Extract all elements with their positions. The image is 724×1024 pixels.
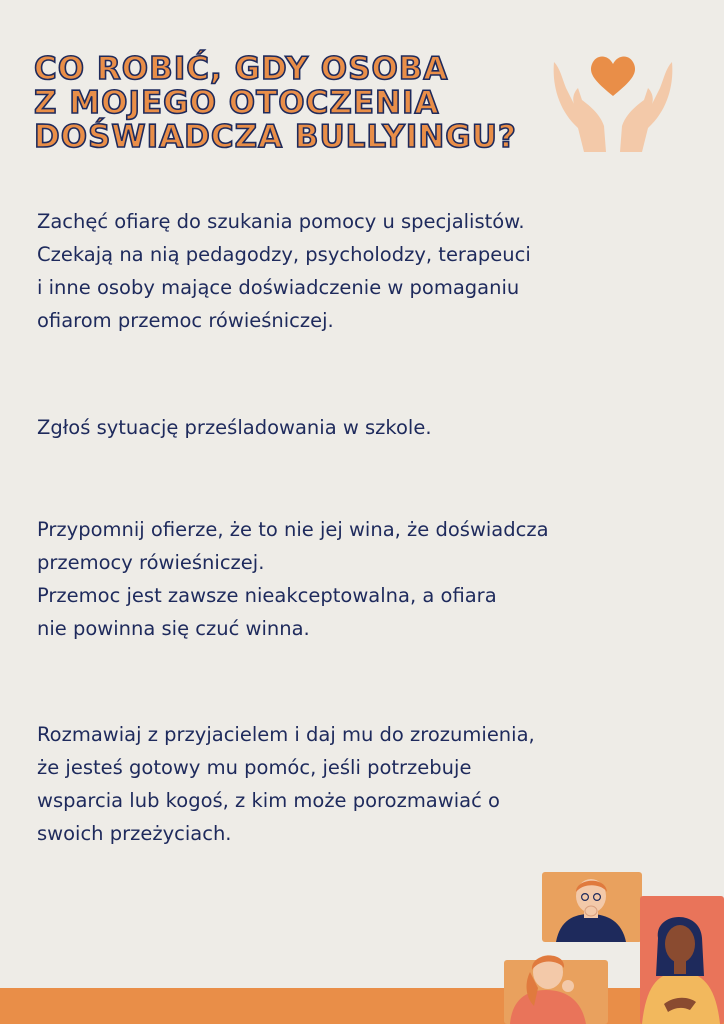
title-line-3: DOŚWIADCZA BULLYINGU? <box>34 119 517 155</box>
paragraph-line: Rozmawiaj z przyjacielem i daj mu do zrozumienia, <box>37 723 535 746</box>
page-title <box>34 52 564 154</box>
paragraph-line: przemocy rówieśniczej. <box>37 551 265 574</box>
paragraph-seek-help <box>37 205 687 337</box>
paragraph-line: swoich przeżyciach. <box>37 822 232 845</box>
people-talking-illustration <box>490 868 724 1024</box>
paragraph-line: i inne osoby mające doświadczenie w pomaganiu <box>37 276 520 299</box>
paragraph-line: Przemoc jest zawsze nieakceptowalna, a ofiara <box>37 584 497 607</box>
paragraph-line: Zachęć ofiarę do szukania pomocy u specjalistów. <box>37 210 525 233</box>
paragraph-line: ofiarom przemoc rówieśniczej. <box>37 309 334 332</box>
paragraph-line: Zgłoś sytuację prześladowania w szkole. <box>37 416 432 439</box>
paragraph-line: Czekają na nią pedagodzy, psycholodzy, terapeuci <box>37 243 531 266</box>
paragraph-talk-to-friend <box>37 718 687 850</box>
paragraph-line: Przypomnij ofierze, że to nie jej wina, że doświadcza <box>37 518 549 541</box>
paragraph-report-school <box>37 411 687 444</box>
hands-holding-heart-icon <box>548 44 678 156</box>
paragraph-line: że jesteś gotowy mu pomóc, jeśli potrzebuje <box>37 756 472 779</box>
paragraph-line: wsparcia lub kogoś, z kim może porozmawiać o <box>37 789 500 812</box>
title-line-1: CO ROBIĆ, GDY OSOBA <box>34 51 449 87</box>
paragraph-line: nie powinna się czuć winna. <box>37 617 310 640</box>
paragraph-not-your-fault <box>37 513 687 645</box>
title-line-2: Z MOJEGO OTOCZENIA <box>34 85 440 121</box>
